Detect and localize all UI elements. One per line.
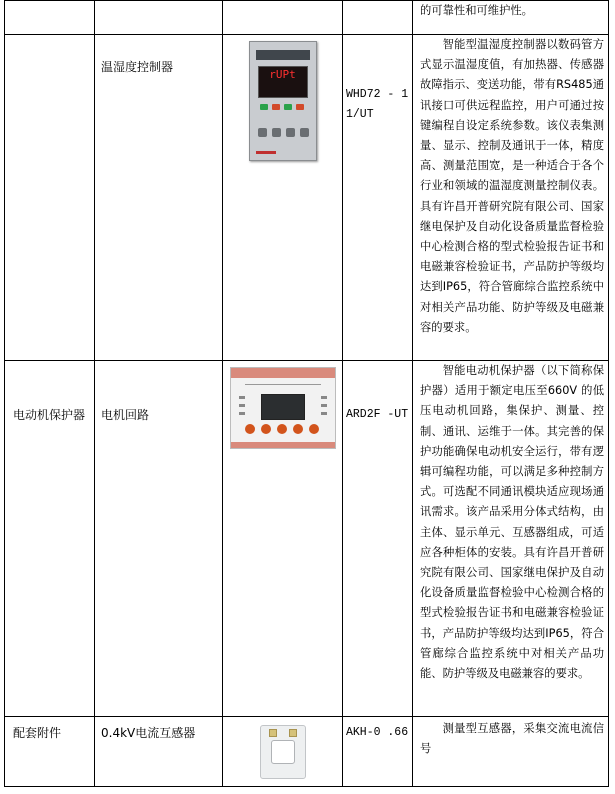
category-cell (5, 361, 95, 717)
category-label: 配套附件 (13, 726, 62, 740)
name-cell (95, 361, 223, 717)
table-row (5, 717, 609, 787)
temperature-humidity-controller-image (249, 41, 317, 161)
category-label: 电动机保护器 (13, 408, 86, 422)
motor-protector-image (230, 367, 336, 449)
product-name: 电机回路 (101, 408, 150, 422)
model-number: ARD2F -UT (346, 408, 409, 421)
image-cell (223, 717, 343, 787)
table-row (5, 1, 609, 35)
description-text: 测量型互感器，采集交流电流信号 (420, 722, 604, 756)
name-cell (95, 717, 223, 787)
model-cell (343, 35, 413, 361)
table-row (5, 361, 609, 717)
category-cell (5, 1, 95, 35)
description-text: 的可靠性和可维护性。 (420, 4, 533, 17)
description-text: 智能电动机保护器（以下简称保护器）适用于额定电压至660V 的低压电动机回路，集保护、测量、控制、通讯、运维于一体。其完善的保护功能确保电动机安全运行，带有逻辑可编程功能，可以满足多种控制方式。可选配不同通讯模块适应现场通讯需求。该产品采用分体式结构，由主体、显示单元、互感器组成，可适应各种柜体的安装。具有许昌开普研究院有限公司、国家继电保护及自动化设备质量监督检验中心检测合格的型式检验报告证书和电磁兼容检验证书，产品防护等级均达到IP65，符合管廊综合监控系统中对相关产品功能、防护等级及电磁兼容的要求。 (420, 364, 604, 681)
model-number: AKH-0 .66 (346, 726, 409, 739)
product-name: 0.4kV电流互感器 (101, 726, 196, 740)
description-cell (413, 35, 609, 361)
image-cell (223, 35, 343, 361)
category-cell (5, 35, 95, 361)
model-number: WHD72 - 11/UT (346, 88, 409, 121)
description-cell (413, 361, 609, 717)
category-cell (5, 717, 95, 787)
product-name: 温湿度控制器 (101, 60, 174, 74)
model-cell (343, 717, 413, 787)
image-cell (223, 361, 343, 717)
description-text: 智能型温湿度控制器以数码管方式显示温湿度值，有加热器、传感器故障指示、变送功能，带有RS485通讯接口可供远程监控，用户可通过按键编程自设定系统参数。该仪表集测量、显示、控制及通讯于一体，精度高、测量范围宽，是一种适合于各个行业和领域的温湿度测量控制仪表。具有许昌开普研究院有限公司、国家继电保护及自动化设备质量监督检验中心检测合格的型式检验报告证书和电磁兼容检验证书，产品防护等级均达到IP65，符合管廊综合监控系统中对相关产品功能、防护等级及电磁兼容的要求。 (420, 38, 604, 334)
name-cell (95, 35, 223, 361)
model-cell (343, 361, 413, 717)
image-cell (223, 1, 343, 35)
description-cell (413, 717, 609, 787)
product-spec-table (4, 0, 609, 787)
device-display: rUPt (258, 66, 308, 98)
name-cell (95, 1, 223, 35)
model-cell (343, 1, 413, 35)
table-row (5, 35, 609, 361)
description-cell (413, 1, 609, 35)
current-transformer-image (260, 725, 306, 779)
